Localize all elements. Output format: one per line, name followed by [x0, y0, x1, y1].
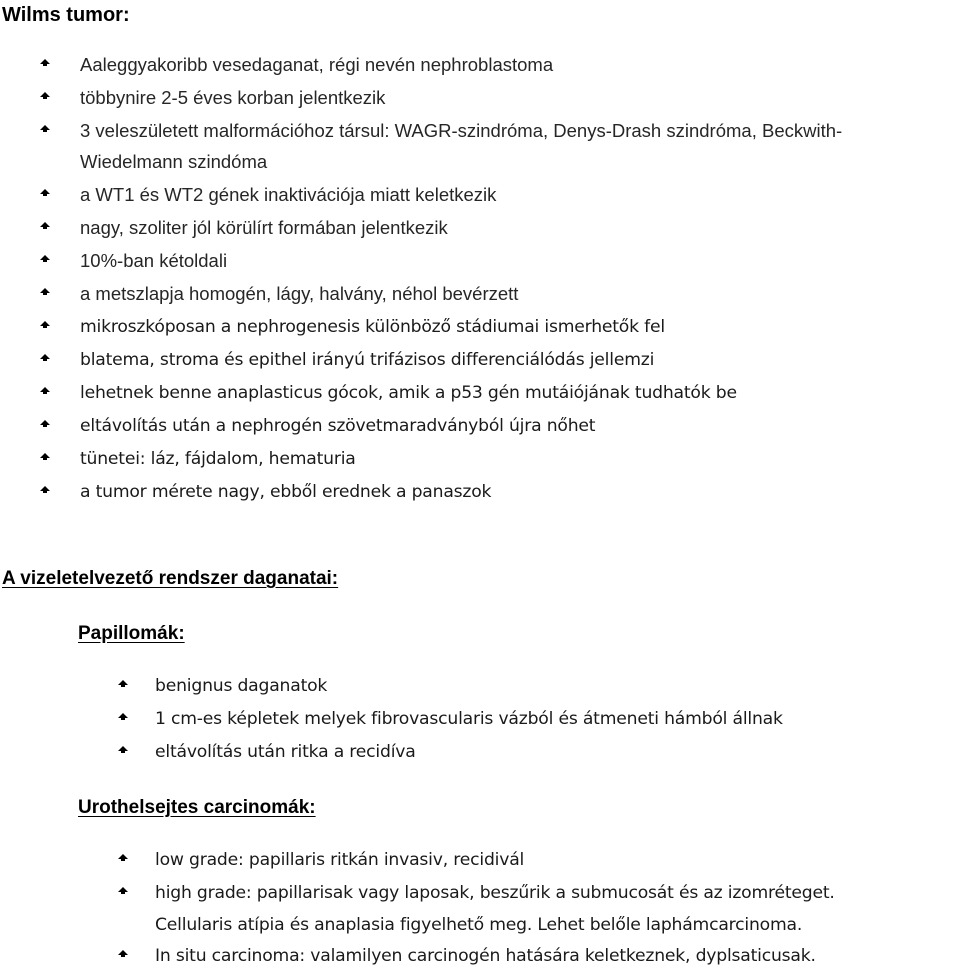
- bullet-arrow-icon: [38, 57, 52, 71]
- wilms-item: eltávolítás után a nephrogén szövetmaradványból újra nőhet: [80, 416, 596, 436]
- bullet-arrow-icon: [116, 678, 130, 692]
- bullet-arrow-icon: [116, 852, 130, 866]
- wilms-item: 10%-ban kétoldali: [80, 250, 228, 271]
- bullet-arrow-icon: [38, 220, 52, 234]
- carcinoma-item: high grade: papillarisak vagy laposak, beszűrik a submucosát és az izomréteget.: [155, 883, 835, 903]
- wilms-item: a WT1 és WT2 gének inaktivációja miatt keletkezik: [80, 184, 497, 205]
- bullet-arrow-icon: [38, 451, 52, 465]
- wilms-item: Aaleggyakoribb vesedaganat, régi nevén nephroblastoma: [80, 54, 554, 75]
- papilloma-item: benignus daganatok: [155, 676, 328, 696]
- bullet-arrow-icon: [38, 418, 52, 432]
- urinary-heading: A vizeletelvezető rendszer daganatai:: [2, 568, 339, 589]
- bullet-arrow-icon: [38, 123, 52, 137]
- bullet-arrow-icon: [116, 711, 130, 725]
- wilms-item-continuation: Wiedelmann szindóma: [80, 151, 268, 172]
- wilms-heading: Wilms tumor:: [2, 4, 130, 26]
- carcinoma-heading: Urothelsejtes carcinomák:: [78, 797, 316, 818]
- bullet-arrow-icon: [116, 744, 130, 758]
- bullet-arrow-icon: [38, 385, 52, 399]
- papilloma-heading: Papillomák:: [78, 623, 185, 644]
- wilms-item: lehetnek benne anaplasticus gócok, amik a p53 gén mutáiójának tudhatók be: [80, 383, 737, 403]
- bullet-arrow-icon: [38, 90, 52, 104]
- carcinoma-item: low grade: papillaris ritkán invasiv, recidivál: [155, 850, 525, 870]
- wilms-item: nagy, szoliter jól körülírt formában jelentkezik: [80, 217, 448, 238]
- bullet-arrow-icon: [38, 286, 52, 300]
- bullet-arrow-icon: [38, 352, 52, 366]
- wilms-item: többynire 2-5 éves korban jelentkezik: [80, 87, 386, 108]
- wilms-item: tünetei: láz, fájdalom, hematuria: [80, 449, 356, 469]
- wilms-item: mikroszkóposan a nephrogenesis különböző stádiumai ismerhetők fel: [80, 317, 665, 337]
- wilms-item: 3 veleszületett malformációhoz társul: WAGR-szindróma, Denys-Drash szindróma, Beckwith-: [80, 120, 843, 141]
- papilloma-item: 1 cm-es képletek melyek fibrovascularis vázból és átmeneti hámból állnak: [155, 709, 783, 729]
- bullet-arrow-icon: [38, 319, 52, 333]
- bullet-arrow-icon: [38, 187, 52, 201]
- carcinoma-item: In situ carcinoma: valamilyen carcinogén hatására keletkeznek, dyplsaticusak.: [155, 946, 816, 966]
- wilms-item: a tumor mérete nagy, ebből erednek a panaszok: [80, 482, 492, 502]
- papilloma-item: eltávolítás után ritka a recidíva: [155, 742, 416, 762]
- bullet-arrow-icon: [116, 885, 130, 899]
- carcinoma-item-continuation: Cellularis atípia és anaplasia figyelhető meg. Lehet belőle laphámcarcinoma.: [155, 915, 803, 935]
- bullet-arrow-icon: [38, 253, 52, 267]
- wilms-item: a metszlapja homogén, lágy, halvány, néhol bevérzett: [80, 283, 519, 304]
- bullet-arrow-icon: [116, 948, 130, 962]
- bullet-arrow-icon: [38, 484, 52, 498]
- wilms-item: blatema, stroma és epithel irányú trifázisos differenciálódás jellemzi: [80, 350, 655, 370]
